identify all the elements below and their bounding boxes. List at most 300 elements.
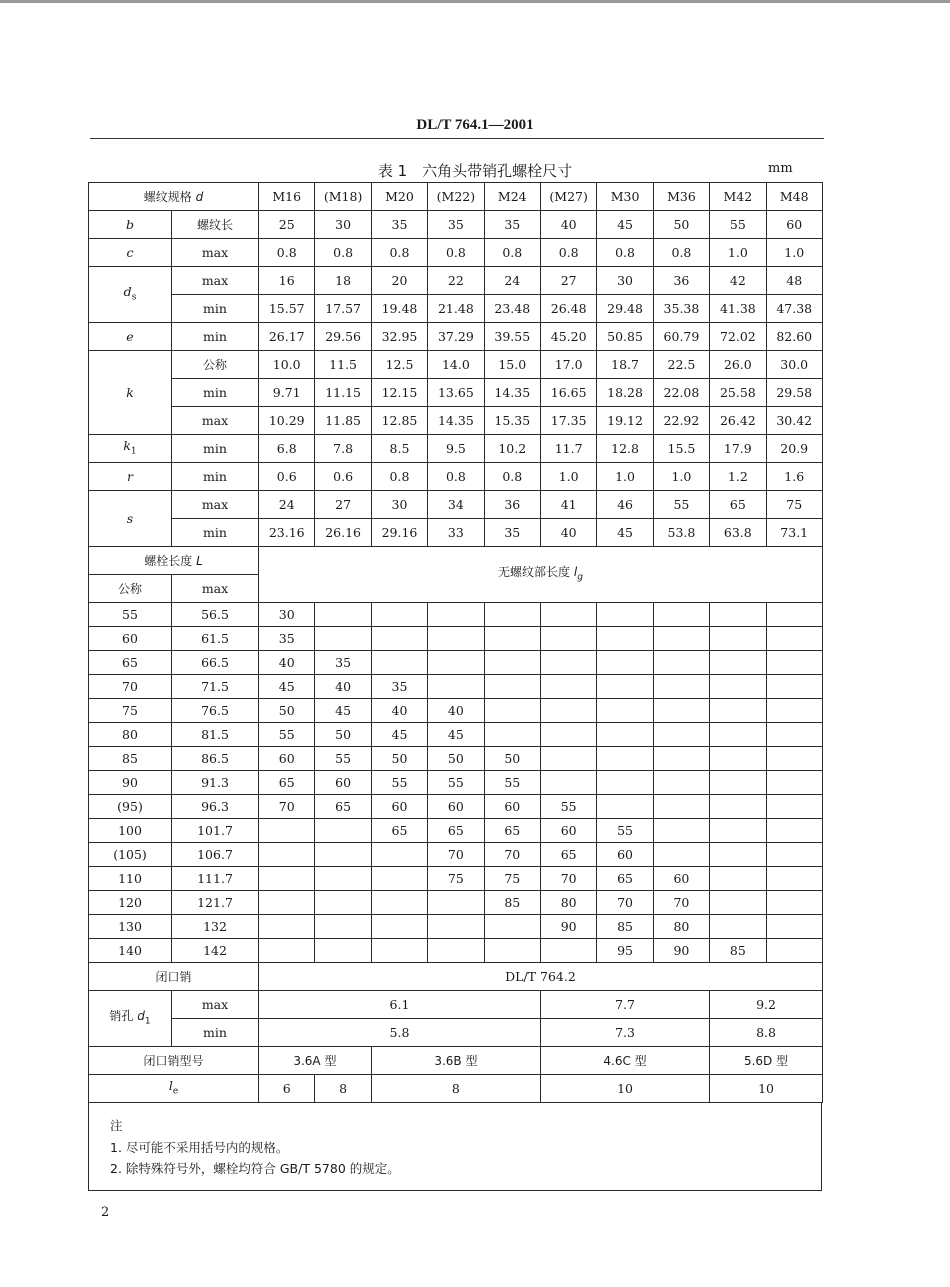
length-max: 132 [172, 915, 259, 939]
value-cell: 17.0 [540, 351, 596, 379]
value-cell: 30 [315, 211, 371, 239]
lg-cell [597, 651, 653, 675]
value-cell: 0.8 [428, 463, 484, 491]
table-row [89, 407, 823, 435]
pin-hole-label: 销孔 $d_1$ [89, 991, 172, 1047]
table-row [89, 491, 823, 519]
value-cell: 26.42 [710, 407, 766, 435]
lg-cell [766, 723, 822, 747]
lg-header: 无螺纹部长度 $l_g$ [259, 547, 823, 603]
length-nominal: 120 [89, 891, 172, 915]
lg-cell: 50 [428, 747, 484, 771]
lg-cell: 45 [259, 675, 315, 699]
le-value: 10 [710, 1075, 823, 1103]
lg-cell [428, 651, 484, 675]
le-value: 10 [540, 1075, 709, 1103]
lg-cell [710, 675, 766, 699]
value-cell: 26.48 [540, 295, 596, 323]
notes-title: 注 [110, 1118, 123, 1133]
pin-hole-max: 9.2 [710, 991, 823, 1019]
lg-cell [597, 675, 653, 699]
symbol-cell: e [89, 323, 172, 351]
pin-type-label: 闭口销型号 [89, 1047, 259, 1075]
lg-cell: 45 [428, 723, 484, 747]
nominal-header: 公称 [89, 575, 172, 603]
lg-cell [766, 843, 822, 867]
symbol-cell: s [89, 491, 172, 547]
value-cell: 21.48 [428, 295, 484, 323]
lg-cell [766, 651, 822, 675]
value-cell: 0.8 [428, 239, 484, 267]
lg-cell [653, 675, 709, 699]
table-row [89, 295, 823, 323]
lg-cell: 85 [597, 915, 653, 939]
size-header: M20 [371, 183, 427, 211]
length-nominal: (105) [89, 843, 172, 867]
value-cell: 1.6 [766, 463, 822, 491]
lg-cell: 65 [315, 795, 371, 819]
value-cell: 19.48 [371, 295, 427, 323]
value-cell: 6.8 [259, 435, 315, 463]
value-cell: 33 [428, 519, 484, 547]
size-header: (M22) [428, 183, 484, 211]
value-cell: 82.60 [766, 323, 822, 351]
pin-type: 4.6C 型 [540, 1047, 709, 1075]
value-cell: 22.5 [653, 351, 709, 379]
value-cell: 25 [259, 211, 315, 239]
lg-cell [597, 723, 653, 747]
table-row [89, 963, 823, 991]
value-cell: 1.0 [710, 239, 766, 267]
value-cell: 45 [597, 211, 653, 239]
le-label: $l_e$ [89, 1075, 259, 1103]
value-cell: 47.38 [766, 295, 822, 323]
lg-cell [710, 723, 766, 747]
value-cell: 53.8 [653, 519, 709, 547]
lg-cell [597, 771, 653, 795]
value-cell: 9.71 [259, 379, 315, 407]
lg-cell [653, 627, 709, 651]
lg-cell [371, 603, 427, 627]
length-nominal: (95) [89, 795, 172, 819]
lg-cell: 35 [259, 627, 315, 651]
table-row [89, 323, 823, 351]
value-cell: 19.12 [597, 407, 653, 435]
lg-cell: 60 [371, 795, 427, 819]
length-nominal: 60 [89, 627, 172, 651]
value-cell: 8.5 [371, 435, 427, 463]
table-row [89, 1047, 823, 1075]
lg-cell: 85 [484, 891, 540, 915]
lg-cell [484, 699, 540, 723]
notes-box [88, 1102, 822, 1191]
lg-cell: 80 [540, 891, 596, 915]
length-nominal: 55 [89, 603, 172, 627]
table-row [89, 991, 823, 1019]
lg-cell [540, 627, 596, 651]
value-cell: 0.8 [653, 239, 709, 267]
table-row [89, 1075, 823, 1103]
value-cell: 17.9 [710, 435, 766, 463]
row-label: min [172, 519, 259, 547]
size-header: M42 [710, 183, 766, 211]
value-cell: 15.57 [259, 295, 315, 323]
value-cell: 46 [597, 491, 653, 519]
lg-cell [428, 675, 484, 699]
value-cell: 11.5 [315, 351, 371, 379]
value-cell: 27 [540, 267, 596, 295]
value-cell: 72.02 [710, 323, 766, 351]
lg-cell [597, 603, 653, 627]
value-cell: 0.8 [597, 239, 653, 267]
lg-cell [710, 843, 766, 867]
thread-size-header: 螺纹规格 d [89, 183, 259, 211]
value-cell: 37.29 [428, 323, 484, 351]
lg-cell [710, 747, 766, 771]
length-nominal: 140 [89, 939, 172, 963]
table-row [89, 463, 823, 491]
closed-pin-standard: DL/T 764.2 [259, 963, 823, 991]
row-label: 螺纹长 [172, 211, 259, 239]
lg-cell [484, 627, 540, 651]
value-cell: 35 [428, 211, 484, 239]
le-value: 8 [371, 1075, 540, 1103]
lg-cell: 90 [653, 939, 709, 963]
value-cell: 22 [428, 267, 484, 295]
length-nominal: 80 [89, 723, 172, 747]
lg-cell [653, 723, 709, 747]
lg-cell [259, 891, 315, 915]
lg-cell [653, 699, 709, 723]
le-value: 8 [315, 1075, 371, 1103]
lg-cell [315, 603, 371, 627]
lg-cell [540, 651, 596, 675]
value-cell: 0.8 [484, 463, 540, 491]
value-cell: 26.16 [315, 519, 371, 547]
lg-cell: 40 [315, 675, 371, 699]
lg-cell: 40 [259, 651, 315, 675]
value-cell: 60 [766, 211, 822, 239]
value-cell: 15.0 [484, 351, 540, 379]
value-cell: 73.1 [766, 519, 822, 547]
page-number: 2 [101, 1205, 110, 1220]
table-row [89, 771, 823, 795]
size-header: (M18) [315, 183, 371, 211]
header-rule [90, 138, 824, 139]
length-nominal: 130 [89, 915, 172, 939]
pin-type: 3.6B 型 [371, 1047, 540, 1075]
length-nominal: 90 [89, 771, 172, 795]
lg-cell: 60 [484, 795, 540, 819]
length-max: 76.5 [172, 699, 259, 723]
value-cell: 18.28 [597, 379, 653, 407]
lg-cell: 85 [710, 939, 766, 963]
value-cell: 10.0 [259, 351, 315, 379]
value-cell: 34 [428, 491, 484, 519]
length-nominal: 65 [89, 651, 172, 675]
lg-cell [766, 603, 822, 627]
lg-cell: 55 [371, 771, 427, 795]
lg-cell: 55 [540, 795, 596, 819]
value-cell: 75 [766, 491, 822, 519]
le-value: 6 [259, 1075, 315, 1103]
value-cell: 29.16 [371, 519, 427, 547]
note-2: 2. 除特殊符号外，螺栓均符合 GB/T 5780 的规定。 [110, 1161, 400, 1176]
lg-cell [540, 675, 596, 699]
length-max: 86.5 [172, 747, 259, 771]
value-cell: 1.2 [710, 463, 766, 491]
table-row [89, 379, 823, 407]
lg-cell [766, 771, 822, 795]
lg-cell [653, 651, 709, 675]
value-cell: 11.85 [315, 407, 371, 435]
value-cell: 35 [371, 211, 427, 239]
row-label: min [172, 463, 259, 491]
lg-cell: 50 [484, 747, 540, 771]
value-cell: 48 [766, 267, 822, 295]
value-cell: 0.6 [315, 463, 371, 491]
lg-cell [428, 891, 484, 915]
size-header: M24 [484, 183, 540, 211]
size-header: (M27) [540, 183, 596, 211]
note-1: 1. 尽可能不采用括号内的规格。 [110, 1140, 289, 1155]
lg-cell: 65 [484, 819, 540, 843]
lg-cell [259, 843, 315, 867]
row-label: min [172, 1019, 259, 1047]
lg-cell [597, 795, 653, 819]
row-label: min [172, 379, 259, 407]
lg-cell: 35 [315, 651, 371, 675]
lg-cell [259, 819, 315, 843]
table-row [89, 699, 823, 723]
scan-top-edge [0, 0, 950, 3]
length-nominal: 100 [89, 819, 172, 843]
lg-cell [315, 915, 371, 939]
value-cell: 14.35 [428, 407, 484, 435]
lg-cell [710, 795, 766, 819]
value-cell: 23.48 [484, 295, 540, 323]
lg-cell [484, 651, 540, 675]
table-row [89, 891, 823, 915]
value-cell: 41.38 [710, 295, 766, 323]
value-cell: 26.0 [710, 351, 766, 379]
table-row [89, 651, 823, 675]
table-row [89, 867, 823, 891]
value-cell: 1.0 [597, 463, 653, 491]
lg-cell: 75 [484, 867, 540, 891]
size-header: M30 [597, 183, 653, 211]
value-cell: 20.9 [766, 435, 822, 463]
table-row [89, 211, 823, 239]
lg-cell: 45 [371, 723, 427, 747]
lg-cell [766, 675, 822, 699]
table-row [89, 267, 823, 295]
lg-cell [315, 891, 371, 915]
value-cell: 0.8 [371, 463, 427, 491]
table-row [89, 239, 823, 267]
lg-cell: 60 [597, 843, 653, 867]
lg-cell: 70 [484, 843, 540, 867]
length-nominal: 70 [89, 675, 172, 699]
value-cell: 55 [710, 211, 766, 239]
max-header: max [172, 575, 259, 603]
lg-cell [653, 795, 709, 819]
value-cell: 0.8 [484, 239, 540, 267]
value-cell: 10.2 [484, 435, 540, 463]
value-cell: 50.85 [597, 323, 653, 351]
value-cell: 20 [371, 267, 427, 295]
table-body [89, 183, 823, 1103]
lg-cell [710, 699, 766, 723]
table-row [89, 351, 823, 379]
lg-cell [428, 939, 484, 963]
lg-cell: 70 [597, 891, 653, 915]
value-cell: 0.8 [371, 239, 427, 267]
value-cell: 55 [653, 491, 709, 519]
table-row [89, 819, 823, 843]
lg-cell: 55 [259, 723, 315, 747]
value-cell: 35.38 [653, 295, 709, 323]
value-cell: 60.79 [653, 323, 709, 351]
length-nominal: 110 [89, 867, 172, 891]
symbol-cell: b [89, 211, 172, 239]
lg-cell [653, 819, 709, 843]
table-row [89, 435, 823, 463]
value-cell: 40 [540, 519, 596, 547]
lg-cell: 60 [540, 819, 596, 843]
value-cell: 25.58 [710, 379, 766, 407]
value-cell: 18 [315, 267, 371, 295]
value-cell: 12.8 [597, 435, 653, 463]
value-cell: 35 [484, 211, 540, 239]
lg-cell [540, 603, 596, 627]
unit-label: mm [768, 161, 793, 176]
length-max: 111.7 [172, 867, 259, 891]
lg-cell [540, 723, 596, 747]
table-row [89, 627, 823, 651]
length-nominal: 85 [89, 747, 172, 771]
lg-cell [315, 939, 371, 963]
value-cell: 45 [597, 519, 653, 547]
lg-cell [766, 915, 822, 939]
value-cell: 40 [540, 211, 596, 239]
value-cell: 36 [484, 491, 540, 519]
lg-cell: 55 [484, 771, 540, 795]
symbol-cell: r [89, 463, 172, 491]
lg-cell: 55 [597, 819, 653, 843]
value-cell: 35 [484, 519, 540, 547]
lg-cell [371, 939, 427, 963]
lg-cell [484, 603, 540, 627]
lg-cell [315, 843, 371, 867]
value-cell: 42 [710, 267, 766, 295]
lg-cell [540, 699, 596, 723]
lg-cell [428, 915, 484, 939]
value-cell: 11.7 [540, 435, 596, 463]
pin-hole-min: 5.8 [259, 1019, 541, 1047]
lg-cell [653, 843, 709, 867]
lg-cell [710, 603, 766, 627]
value-cell: 22.92 [653, 407, 709, 435]
table-row [89, 183, 823, 211]
lg-cell: 30 [259, 603, 315, 627]
row-label: max [172, 267, 259, 295]
lg-cell [484, 939, 540, 963]
lg-cell [315, 627, 371, 651]
symbol-cell: $k_1$ [89, 435, 172, 463]
pin-hole-min: 7.3 [540, 1019, 709, 1047]
lg-cell [371, 627, 427, 651]
value-cell: 17.57 [315, 295, 371, 323]
value-cell: 32.95 [371, 323, 427, 351]
lg-cell [710, 891, 766, 915]
value-cell: 14.0 [428, 351, 484, 379]
value-cell: 12.15 [371, 379, 427, 407]
value-cell: 65 [710, 491, 766, 519]
value-cell: 26.17 [259, 323, 315, 351]
value-cell: 30 [371, 491, 427, 519]
length-header: 螺栓长度 L [89, 547, 259, 575]
lg-cell [428, 603, 484, 627]
value-cell: 30.0 [766, 351, 822, 379]
lg-cell [371, 651, 427, 675]
lg-cell [766, 867, 822, 891]
lg-cell: 60 [315, 771, 371, 795]
lg-cell [766, 795, 822, 819]
size-header: M16 [259, 183, 315, 211]
value-cell: 63.8 [710, 519, 766, 547]
lg-cell: 50 [371, 747, 427, 771]
value-cell: 0.8 [540, 239, 596, 267]
value-cell: 27 [315, 491, 371, 519]
lg-cell: 65 [540, 843, 596, 867]
value-cell: 13.65 [428, 379, 484, 407]
lg-cell: 35 [371, 675, 427, 699]
value-cell: 22.08 [653, 379, 709, 407]
lg-cell [259, 915, 315, 939]
length-max: 121.7 [172, 891, 259, 915]
length-max: 101.7 [172, 819, 259, 843]
size-header: M48 [766, 183, 822, 211]
value-cell: 41 [540, 491, 596, 519]
lg-cell [540, 747, 596, 771]
lg-cell [540, 939, 596, 963]
table-row [89, 675, 823, 699]
value-cell: 7.8 [315, 435, 371, 463]
lg-cell: 90 [540, 915, 596, 939]
value-cell: 29.58 [766, 379, 822, 407]
value-cell: 1.0 [766, 239, 822, 267]
lg-cell [259, 867, 315, 891]
value-cell: 16 [259, 267, 315, 295]
lg-cell: 40 [428, 699, 484, 723]
table-row [89, 795, 823, 819]
value-cell: 15.35 [484, 407, 540, 435]
lg-cell [653, 747, 709, 771]
length-max: 96.3 [172, 795, 259, 819]
lg-cell: 70 [540, 867, 596, 891]
row-label: 公称 [172, 351, 259, 379]
lg-cell [428, 627, 484, 651]
value-cell: 9.5 [428, 435, 484, 463]
symbol-cell: k [89, 351, 172, 435]
value-cell: 15.5 [653, 435, 709, 463]
table-row [89, 603, 823, 627]
table-row [89, 1019, 823, 1047]
table-row [89, 915, 823, 939]
lg-cell [371, 915, 427, 939]
length-max: 91.3 [172, 771, 259, 795]
